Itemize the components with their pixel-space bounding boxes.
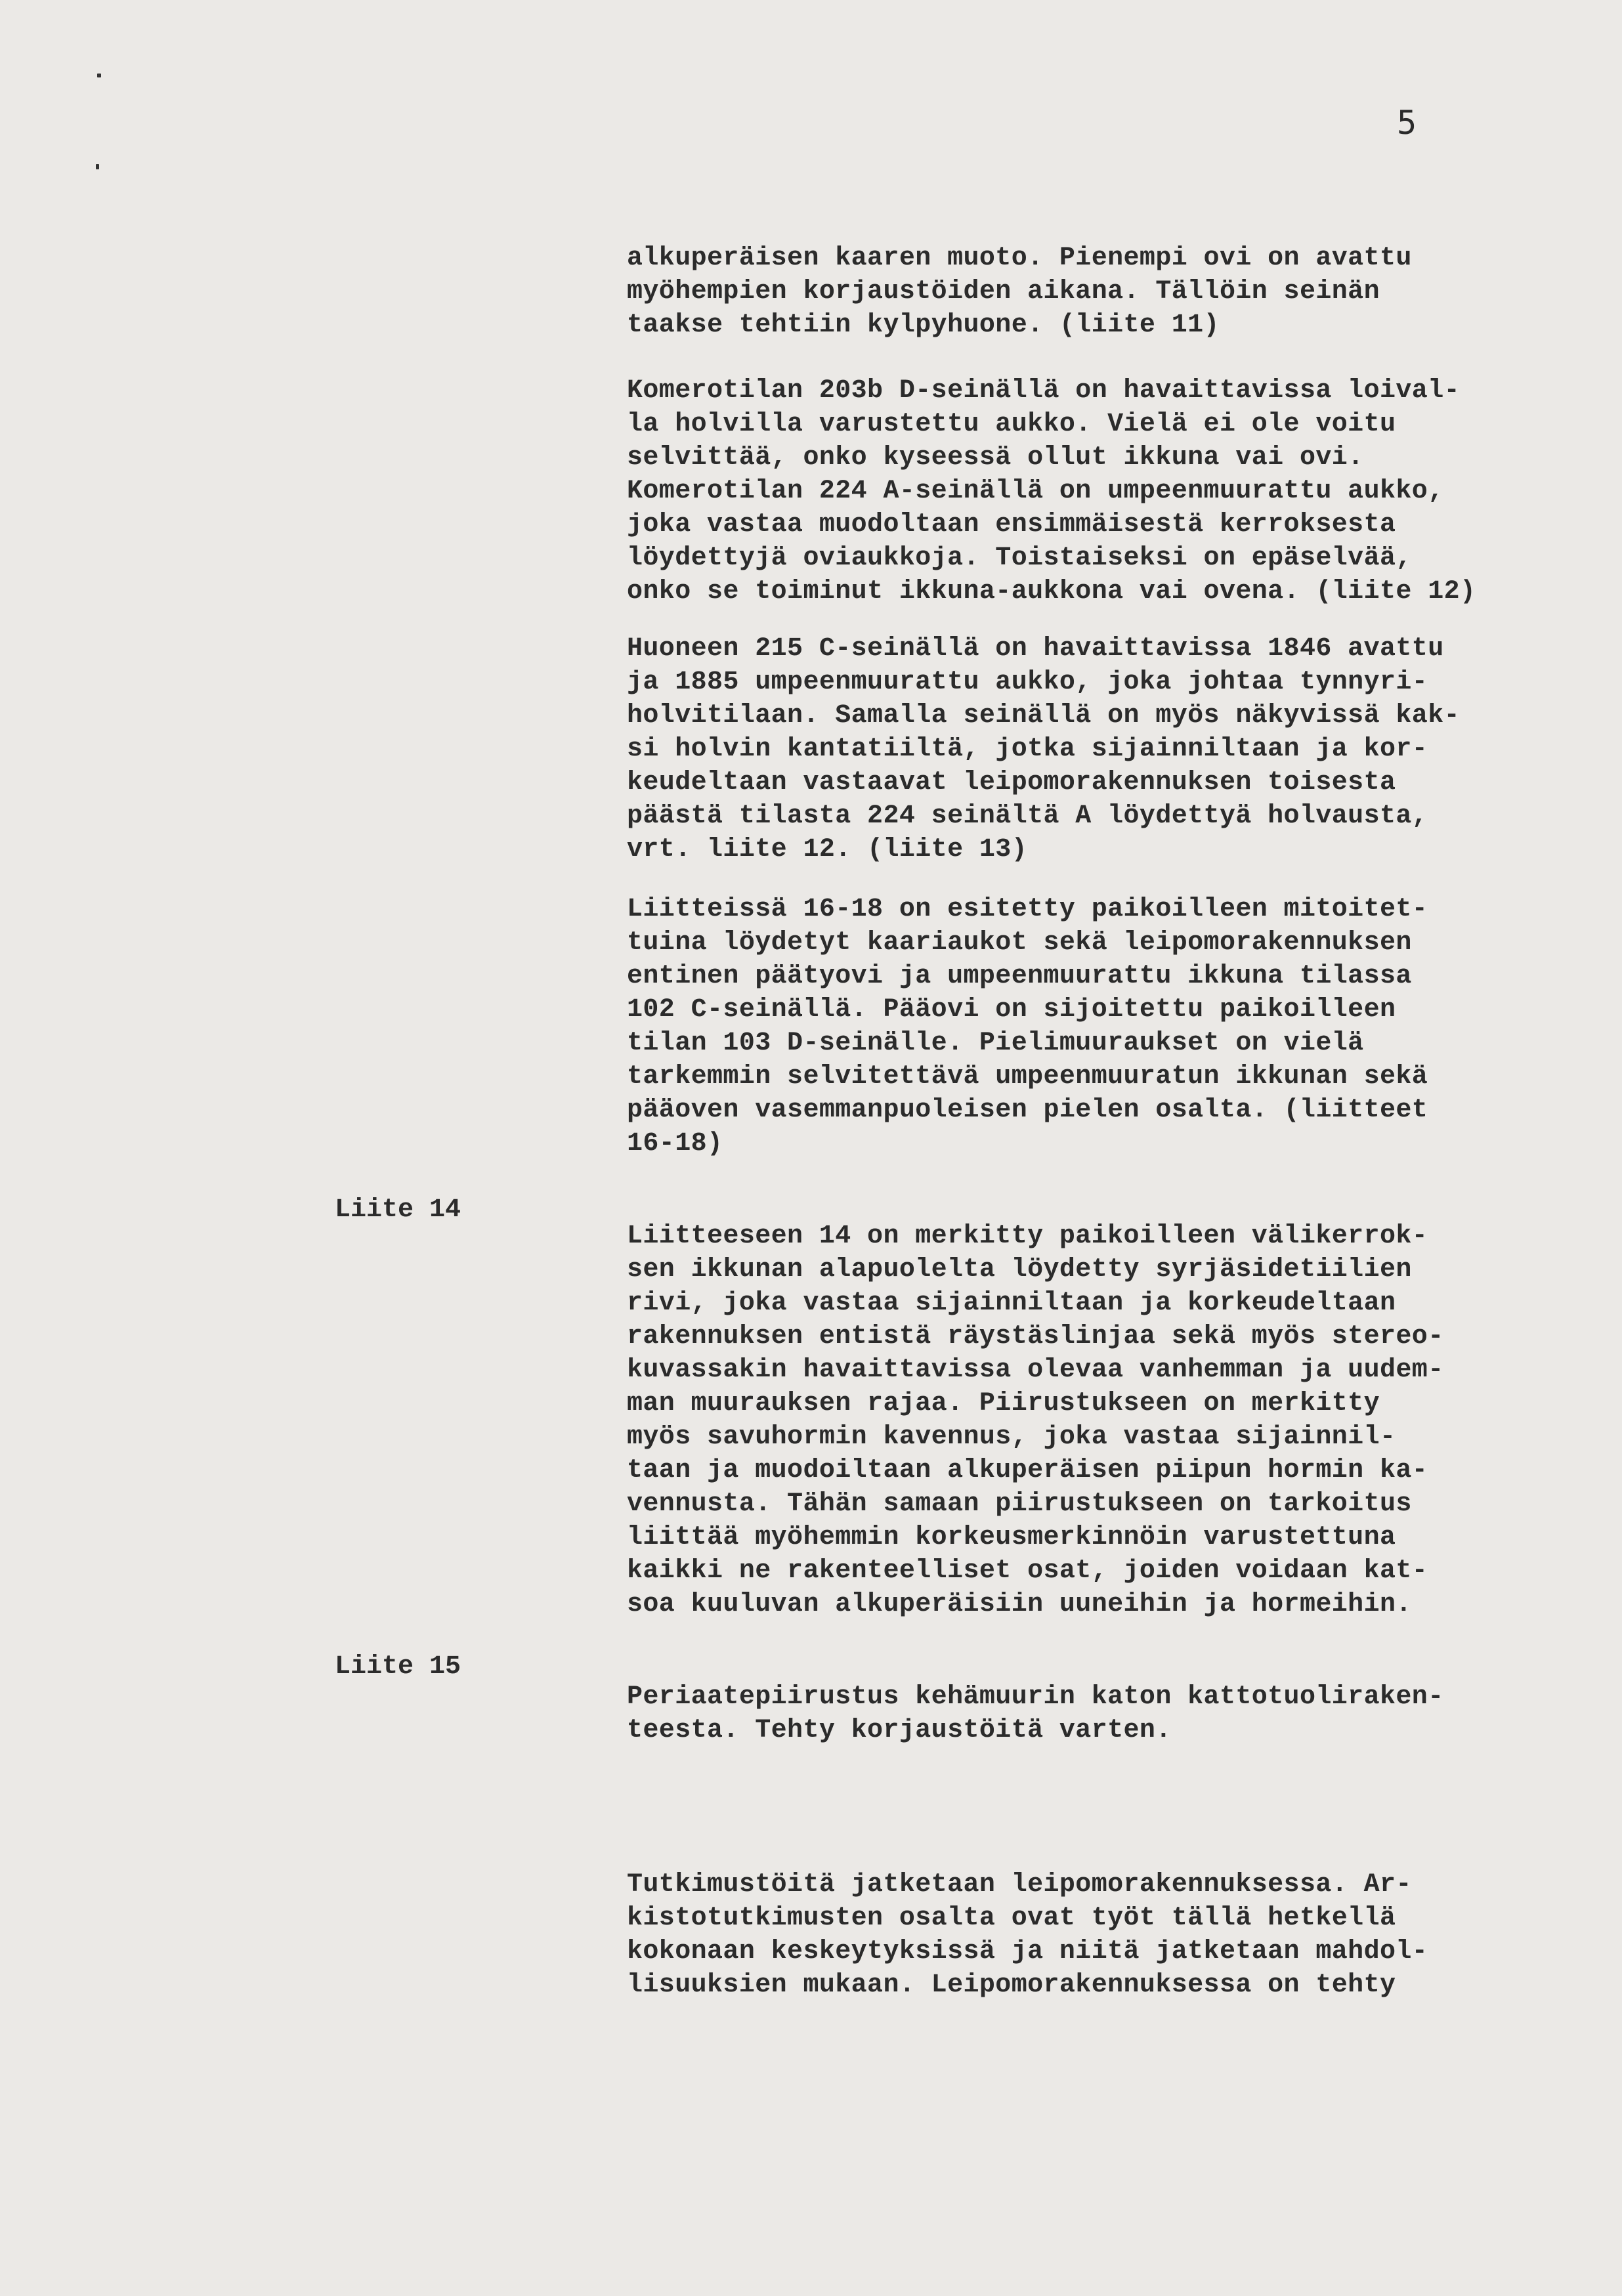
attachment-label-15: Liite 15 [335,1652,461,1682]
scan-speck [96,164,99,169]
paragraph-7: Tutkimustöitä jatketaan leipomorakennuksessa. Ar- kistotutkimusten osalta ovat työt tällä hetkellä kokonaan keskeytyksissä ja niitä jatketaan mahdol- lisuuksien mukaan. Leipomorakennuksessa on tehty [627,1870,1428,2000]
paragraph-1: alkuperäisen kaaren muoto. Pienempi ovi on avattu myöhempien korjaustöiden aikana. Tällöin seinän taakse tehtiin kylpyhuone. (liite 11) [627,244,1412,340]
scan-speck [97,74,101,77]
attachment-label-14: Liite 14 [335,1195,461,1225]
paragraph-6: Periaatepiirustus kehämuurin katon kattotuoliraken- teesta. Tehty korjaustöitä varten. [627,1682,1444,1745]
paragraph-3: Huoneen 215 C-seinällä on havaittavissa 1846 avattu ja 1885 umpeenmuurattu aukko, joka johtaa tynnyri- holvitilaan. Samalla seinällä on myös näkyvissä kak- si holvin kantatiiltä, jotka sijainniltaan ja kor- keudeltaan vastaavat leipomorakennuksen toisesta päästä tilasta 224 seinältä A löydettyä holvausta, vrt. liite 12. (liite 13) [627,634,1461,864]
paragraph-4: Liitteissä 16-18 on esitetty paikoilleen mitoitet- tuina löydetyt kaariaukot sekä leipomorakennuksen entinen päätyovi ja umpeenmuurattu ikkuna tilassa 102 C-seinällä. Pääovi on sijoitettu paikoilleen tilan 103 D-seinälle. Pielimuuraukset on vielä tarkemmin selvitettävä umpeenmuuratun ikkunan sekä pääoven vasemmanpuoleisen pielen osalta. (liitteet 16-18) [627,895,1428,1159]
paragraph-5: Liitteeseen 14 on merkitty paikoilleen välikerrok- sen ikkunan alapuolelta löydetty syrjäsidetiilien rivi, joka vastaa sijainniltaan ja korkeudeltaan rakennuksen entistä räystäslinjaa sekä myös stereo- kuvassakin havaittavissa olevaa vanhemman ja uudem- man muurauksen rajaa. Piirustukseen on merkitty myös savuhormin kavennus, joka vastaa sijainnil- taan ja muodoiltaan alkuperäisen piipun hormin ka- vennusta. Tähän samaan piirustukseen on tarkoitus liittää myöhemmin korkeusmerkinnöin varustettuna kaikki ne rakenteelliset osat, joiden voidaan kat- soa kuuluvan alkuperäisiin uuneihin ja hormeihin. [627,1222,1444,1619]
paragraph-2: Komerotilan 203b D-seinällä on havaittavissa loival- la holvilla varustettu aukko. Vielä ei ole voitu selvittää, onko kyseessä ollut ikkuna vai ovi. Komerotilan 224 A-seinällä on umpeenmuurattu aukko, joka vastaa muodoltaan ensimmäisestä kerroksesta löydettyjä oviaukkoja. Toistaiseksi on epäselvää, onko se toiminut ikkuna-aukkona vai ovena. (liite 12) [627,376,1476,606]
page-number: 5 [1397,104,1417,142]
